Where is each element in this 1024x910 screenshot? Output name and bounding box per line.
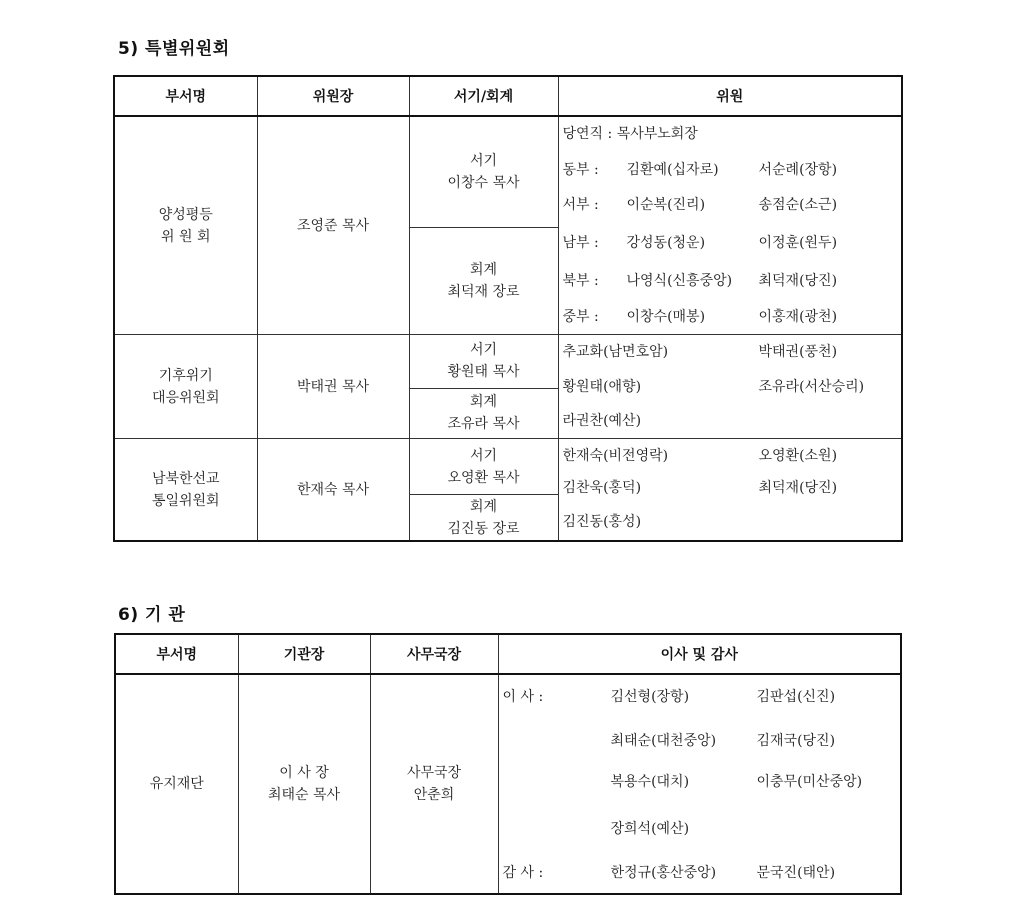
secretary-cell: 서기 이창수 목사 xyxy=(409,116,558,228)
list-item: 추교화(남면호암) 박태권(풍천) xyxy=(562,344,838,360)
institution-table xyxy=(114,633,902,895)
list-item: 김찬욱(홍덕) 최덕재(당진) xyxy=(562,480,838,496)
list-item: 김진동(홍성) xyxy=(562,514,642,530)
list-item: 동부 : 김환예(십자로) 서순례(장항) xyxy=(562,162,838,178)
list-item: 중부 : 이창수(매봉) 이홍재(광천) xyxy=(562,309,838,325)
header-dept: 부서명 xyxy=(115,634,238,674)
list-item: 감 사 : 한정규(홍산중앙) 문국진(태안) xyxy=(502,865,836,881)
head-cell: 이 사 장 최태순 목사 xyxy=(238,674,370,894)
header-secretary-treasurer: 서기/회계 xyxy=(409,76,558,116)
chair-name: 한재숙 목사 xyxy=(257,439,409,542)
list-item: 최태순(대천중앙) 김재국(당진) xyxy=(610,733,836,749)
list-item: 남부 : 강성동(청운) 이정훈(원두) xyxy=(562,235,838,251)
chair-name: 박태권 목사 xyxy=(257,335,409,439)
office-director-cell: 사무국장 안춘희 xyxy=(370,674,498,894)
dept-name: 유지재단 xyxy=(115,674,238,894)
dept-name: 남북한선교 통일위원회 xyxy=(114,439,257,542)
table-row xyxy=(114,116,902,228)
table-row xyxy=(115,674,901,894)
header-head: 기관장 xyxy=(238,634,370,674)
list-item: 이 사 : 김선형(장항) 김판섭(신진) xyxy=(502,689,836,705)
treasurer-cell: 회계 최덕재 장로 xyxy=(409,228,558,335)
list-item: 라권찬(예산) xyxy=(562,413,642,429)
treasurer-cell: 회계 김진동 장로 xyxy=(409,495,558,541)
table-row xyxy=(114,439,902,495)
secretary-cell: 서기 황원태 목사 xyxy=(409,335,558,389)
directors-auditors-cell xyxy=(498,674,901,894)
header-directors-auditors: 이사 및 감사 xyxy=(498,634,901,674)
table-header-row xyxy=(114,76,902,116)
chair-name: 조영준 목사 xyxy=(257,116,409,335)
secretary-cell: 서기 오영환 목사 xyxy=(409,439,558,495)
list-item: 한재숙(비전영락) 오영환(소원) xyxy=(562,448,838,464)
dept-name: 양성평등 위 원 회 xyxy=(114,116,257,335)
members-cell xyxy=(558,116,902,335)
list-item: 당연직 : 목사부노회장 xyxy=(562,126,698,142)
header-chair: 위원장 xyxy=(257,76,409,116)
table-row xyxy=(114,335,902,389)
section-6-heading: 6) 기 관 xyxy=(118,605,186,625)
members-cell xyxy=(558,439,902,542)
special-committee-table xyxy=(113,75,903,542)
header-members: 위원 xyxy=(558,76,902,116)
header-office-director: 사무국장 xyxy=(370,634,498,674)
header-dept: 부서명 xyxy=(114,76,257,116)
list-item: 장희석(예산) xyxy=(610,821,690,837)
list-item: 북부 : 나영식(신흥중앙) 최덕재(당진) xyxy=(562,273,838,289)
list-item: 복용수(대치) 이충무(미산중앙) xyxy=(610,774,863,790)
members-cell xyxy=(558,335,902,439)
list-item: 황원태(애향) 조유라(서산승리) xyxy=(562,379,865,395)
treasurer-cell: 회계 조유라 목사 xyxy=(409,388,558,439)
dept-name: 기후위기 대응위원회 xyxy=(114,335,257,439)
table-header-row xyxy=(115,634,901,674)
list-item: 서부 : 이순복(진리) 송점순(소근) xyxy=(562,197,838,213)
section-5-heading: 5) 특별위원회 xyxy=(118,39,230,59)
